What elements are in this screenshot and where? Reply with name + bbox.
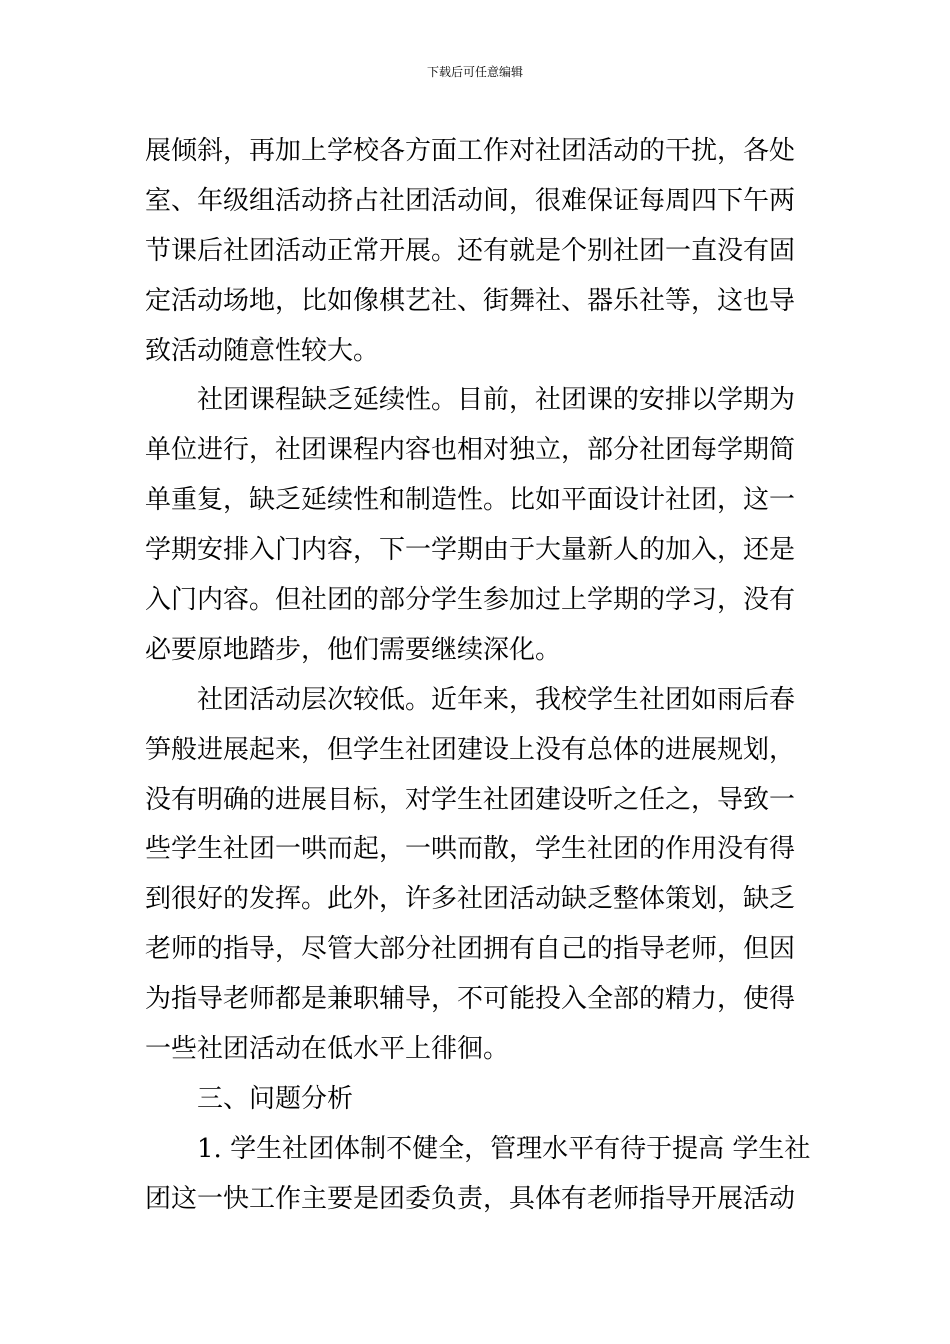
text-line: 单位进行，社团课程内容也相对独立，部分社团每学期简	[145, 435, 796, 466]
text-line: 学期安排入门内容，下一学期由于大量新人的加入，还是	[145, 535, 796, 566]
text-line: 到很好的发挥。此外，许多社团活动缺乏整体策划，缺乏	[145, 884, 796, 915]
text-line: 定活动场地，比如像棋艺社、街舞社、器乐社等，这也导	[145, 285, 796, 316]
text-line: 展倾斜，再加上学校各方面工作对社团活动的干扰，各处	[145, 136, 796, 166]
paragraph-start-line: 社团活动层次较低。近年来，我校学生社团如雨后春	[197, 684, 796, 715]
text-line: 些学生社团一哄而起，一哄而散，学生社团的作用没有得	[145, 834, 796, 865]
text-line: 致活动随意性较大。	[145, 335, 380, 366]
text-line: 老师的指导，尽管大部分社团拥有自己的指导老师，但因	[145, 934, 796, 965]
text-line: 为指导老师都是兼职辅导，不可能投入全部的精力，使得	[145, 984, 796, 1015]
text-line: 单重复，缺乏延续性和制造性。比如平面设计社团，这一	[145, 485, 796, 516]
text-line: 节课后社团活动正常开展。还有就是个别社团一直没有固	[145, 235, 796, 266]
text-line: 必要原地踏步，他们需要继续深化。	[145, 634, 562, 665]
text-line: 一些社团活动在低水平上徘徊。	[145, 1034, 510, 1065]
text-line: 入门内容。但社团的部分学生参加过上学期的学习，没有	[145, 585, 796, 616]
paragraph-start-line: 1. 学生社团体制不健全，管理水平有待于提高 学生社	[197, 1133, 811, 1164]
body-text	[145, 127, 811, 1225]
text-line: 没有明确的进展目标，对学生社团建设听之任之，导致一	[145, 784, 796, 815]
page-header: 下载后可任意编辑	[426, 65, 523, 79]
paragraph-start-line: 社团课程缺乏延续性。目前，社团课的安排以学期为	[197, 385, 796, 416]
text-line: 室、年级组活动挤占社团活动间，很难保证每周四下午两	[145, 185, 796, 216]
section-heading: 三、问题分析	[197, 1083, 354, 1114]
text-line: 团这一快工作主要是团委负责，具体有老师指导开展活动	[145, 1183, 796, 1214]
text-line: 笋般进展起来，但学生社团建设上没有总体的进展规划，	[145, 734, 796, 765]
